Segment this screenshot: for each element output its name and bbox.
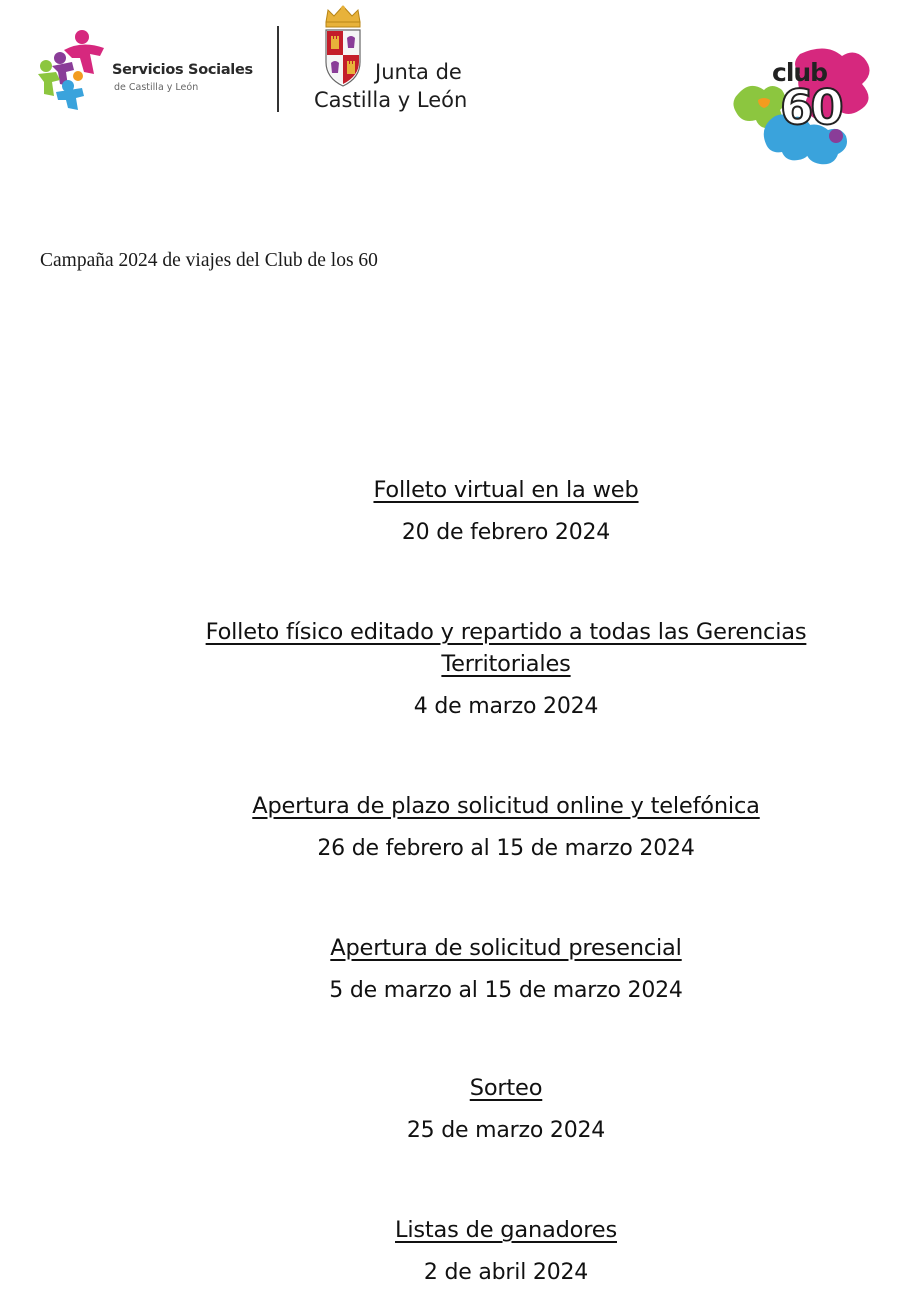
servicios-sociales-logo bbox=[38, 28, 268, 108]
milestone-date: 5 de marzo al 15 de marzo 2024 bbox=[329, 978, 683, 1003]
milestone-label: Apertura de plazo solicitud online y telefónica bbox=[252, 793, 760, 819]
header-divider bbox=[277, 26, 279, 112]
milestone-online-phone-application bbox=[150, 790, 862, 861]
milestone-label: Listas de ganadores bbox=[395, 1217, 617, 1243]
milestone-date: 26 de febrero al 15 de marzo 2024 bbox=[317, 836, 695, 861]
club-word: club bbox=[772, 58, 828, 87]
milestone-label: Folleto virtual en la web bbox=[373, 477, 639, 503]
club-number: 60 bbox=[780, 80, 841, 136]
milestone-label: Folleto físico editado y repartido a todas las Gerencias Territoriales bbox=[205, 619, 807, 677]
junta-castilla-leon-logo bbox=[312, 2, 502, 117]
milestone-date: 20 de febrero 2024 bbox=[401, 520, 611, 545]
milestone-date: 25 de marzo 2024 bbox=[406, 1118, 606, 1143]
servicios-sociales-figures-icon bbox=[38, 28, 112, 110]
servicios-sociales-title: Servicios Sociales bbox=[112, 62, 253, 78]
milestone-winners-list bbox=[150, 1214, 862, 1285]
milestone-label: Apertura de solicitud presencial bbox=[330, 935, 682, 961]
junta-line-1: Junta de bbox=[375, 60, 462, 84]
servicios-sociales-subtitle: de Castilla y León bbox=[114, 82, 199, 93]
milestone-date: 2 de abril 2024 bbox=[423, 1260, 589, 1285]
coat-of-arms-icon bbox=[312, 2, 374, 92]
milestone-draw bbox=[150, 1072, 862, 1143]
milestone-virtual-brochure bbox=[150, 474, 862, 545]
document-title: Campaña 2024 de viajes del Club de los 60 bbox=[40, 250, 378, 271]
junta-line-2: Castilla y León bbox=[314, 88, 468, 112]
milestone-date: 4 de marzo 2024 bbox=[413, 694, 599, 719]
club-de-los-60-logo bbox=[730, 44, 880, 174]
milestone-in-person-application bbox=[150, 932, 862, 1003]
milestone-physical-brochure bbox=[190, 616, 822, 719]
milestone-label: Sorteo bbox=[469, 1075, 543, 1101]
